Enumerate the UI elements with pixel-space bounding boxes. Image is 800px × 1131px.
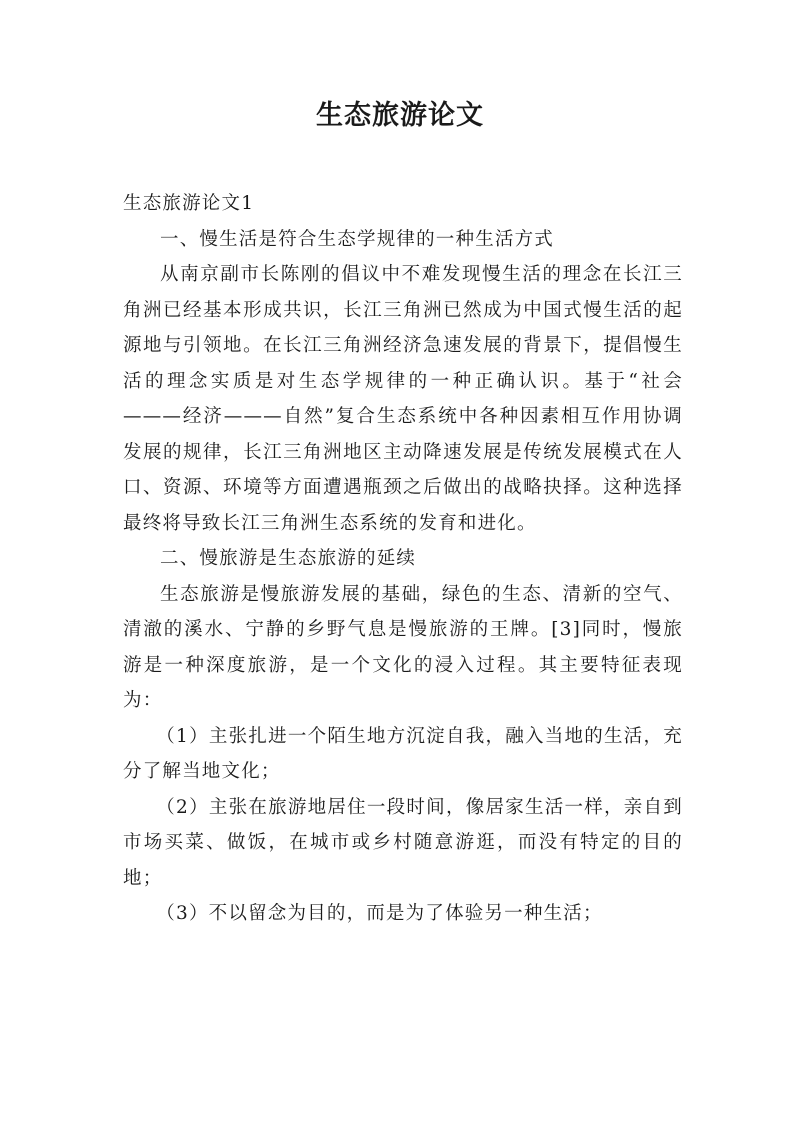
document-title: 生态旅游论文 [316,100,484,131]
heading-one: 一、慢生活是符合生态学规律的一种生活方式 [160,228,555,250]
list-item-1: （1）主张扎进一个陌生地方沉淀自我，融入当地的生活，充分了解当地文化； [123,725,683,782]
paragraph-two: 生态旅游是慢旅游发展的基础，绿色的生态、清新的空气、清澈的溪水、宁静的乡野气息是慢旅游的王牌。[3]同时，慢旅游是一种深度旅游，是一个文化的浸入过程。其主要特征表现为： [123,583,683,711]
list-item-2: （2）主张在旅游地居住一段时间，像居家生活一样，亲自到市场买菜、做饭，在城市或乡村随意游逛，而没有特定的目的地； [123,796,683,889]
list-item-3: （3）不以留念为目的，而是为了体验另一种生活； [156,903,603,924]
document-body [123,186,683,932]
section-subtitle: 生态旅游论文1 [123,193,255,214]
heading-two: 二、慢旅游是生态旅游的延续 [160,548,417,569]
paragraph-one: 从南京副市长陈刚的倡议中不难发现慢生活的理念在长江三角洲已经基本形成共识，长江三角洲已然成为中国式慢生活的起源地与引领地。在长江三角洲经济急速发展的背景下，提倡慢生活的理念实质是对生态学规律的一种正确认识。基于“社会———经济———自然”复合生态系统中各种因素相互作用协调发展的规律，长江三角洲地区主动降速发展是传统发展模式在人口、资源、环境等方面遭遇瓶颈之后做出的战略抉择。这种选择最终将导致长江三角洲生态系统的发育和进化。 [123,264,683,534]
